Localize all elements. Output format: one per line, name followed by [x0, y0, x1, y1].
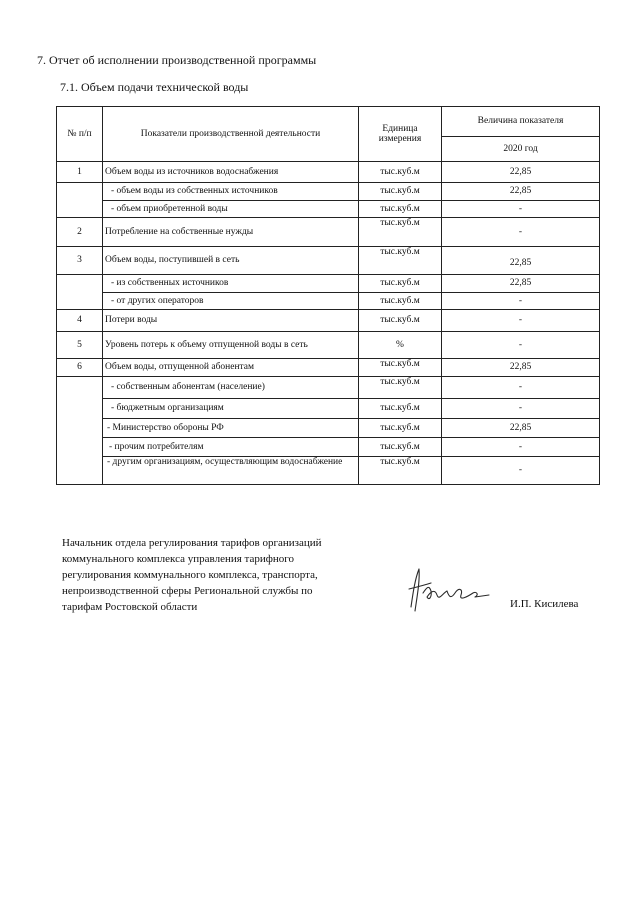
- row-indicator: Потребление на собственные нужды: [103, 218, 359, 247]
- row-value: -: [442, 293, 600, 310]
- row-num-empty: [57, 183, 103, 218]
- row-indicator: - другим организациям, осуществляющим водоснабжение: [103, 457, 359, 485]
- row-unit: тыс.куб.м: [359, 359, 442, 377]
- row-indicator: Объем воды, поступившей в сеть: [103, 247, 359, 275]
- position-line: Начальник отдела регулирования тарифов организаций: [62, 537, 322, 549]
- row-indicator: - объем приобретенной воды: [103, 201, 359, 218]
- row-unit: тыс.куб.м: [359, 275, 442, 293]
- section-heading: 7. Отчет об исполнении производственной программы: [37, 53, 317, 67]
- row-num: 2: [57, 218, 103, 247]
- row-value: -: [442, 332, 600, 359]
- row-unit: тыс.куб.м: [359, 293, 442, 310]
- row-value: -: [442, 377, 600, 399]
- row-indicator: Потери воды: [103, 310, 359, 332]
- row-indicator: Уровень потерь к объему отпущенной воды в сеть: [103, 332, 359, 359]
- signatory-position: [62, 536, 382, 616]
- row-value: 22,85: [442, 359, 600, 377]
- row-indicator: Объем воды из источников водоснабжения: [103, 162, 359, 183]
- row-value: -: [442, 201, 600, 218]
- header-year: 2020 год: [442, 137, 600, 162]
- water-supply-table: [56, 106, 600, 485]
- row-indicator: - бюджетным организациям: [103, 399, 359, 419]
- row-value: 22,85: [442, 419, 600, 438]
- row-unit: тыс.куб.м: [359, 457, 442, 485]
- row-num: 4: [57, 310, 103, 332]
- row-unit: тыс.куб.м: [359, 310, 442, 332]
- row-value: -: [442, 310, 600, 332]
- row-indicator: - Министерство обороны РФ: [103, 419, 359, 438]
- row-unit: тыс.куб.м: [359, 183, 442, 201]
- row-value: 22,85: [442, 162, 600, 183]
- position-line: регулирования коммунального комплекса, транспорта,: [62, 568, 318, 581]
- position-line: коммунального комплекса управления тарифного: [62, 552, 294, 565]
- position-line: тарифам Ростовской области: [62, 600, 198, 613]
- header-num: № п/п: [57, 107, 103, 162]
- row-num-empty: [57, 275, 103, 310]
- row-indicator: - из собственных источников: [103, 275, 359, 293]
- row-value: 22,85: [442, 247, 600, 275]
- row-unit: тыс.куб.м: [359, 201, 442, 218]
- row-value: 22,85: [442, 183, 600, 201]
- subsection-heading: 7.1. Объем подачи технической воды: [60, 80, 249, 94]
- row-num-empty: [57, 377, 103, 485]
- row-unit: тыс.куб.м: [359, 247, 442, 275]
- header-indicator: Показатели производственной деятельности: [103, 107, 359, 162]
- row-indicator: - объем воды из собственных источников: [103, 183, 359, 201]
- row-value: -: [442, 218, 600, 247]
- row-unit: тыс.куб.м: [359, 377, 442, 399]
- row-value: -: [442, 457, 600, 485]
- row-indicator: - от других операторов: [103, 293, 359, 310]
- row-unit: тыс.куб.м: [359, 438, 442, 457]
- row-unit: %: [359, 332, 442, 359]
- row-value: 22,85: [442, 275, 600, 293]
- row-num: 1: [57, 162, 103, 183]
- header-value: Величина показателя: [442, 107, 600, 137]
- row-num: 3: [57, 247, 103, 275]
- row-num: 5: [57, 332, 103, 359]
- header-unit: Единица измерения: [359, 107, 442, 162]
- row-num: 6: [57, 359, 103, 377]
- row-unit: тыс.куб.м: [359, 399, 442, 419]
- position-line: непроизводственной сферы Региональной службы по: [62, 584, 313, 597]
- signatory-name: И.П. Кисилева: [510, 598, 579, 610]
- row-value: -: [442, 438, 600, 457]
- row-value: -: [442, 399, 600, 419]
- row-unit: тыс.куб.м: [359, 218, 442, 247]
- row-indicator: - собственным абонентам (население): [103, 377, 359, 399]
- row-indicator: Объем воды, отпущенной абонентам: [103, 359, 359, 377]
- row-indicator: - прочим потребителям: [103, 438, 359, 457]
- row-unit: тыс.куб.м: [359, 162, 442, 183]
- handwritten-signature: [405, 563, 495, 615]
- row-unit: тыс.куб.м: [359, 419, 442, 438]
